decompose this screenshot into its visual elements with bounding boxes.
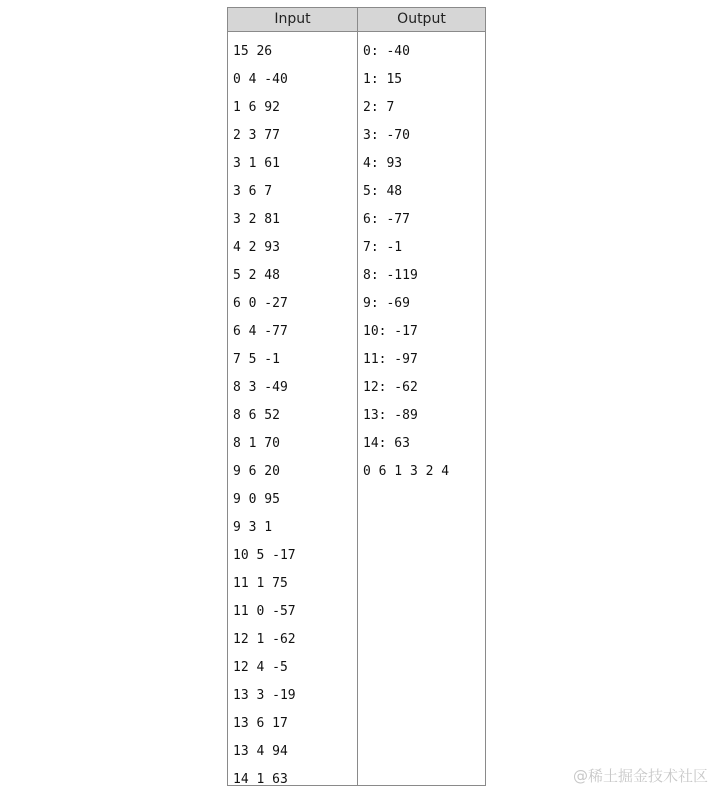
output-line: 4: 93 (363, 156, 403, 171)
input-line: 0 4 -40 (233, 72, 288, 87)
input-lines (228, 32, 357, 794)
output-line: 2: 7 (363, 100, 395, 115)
output-header: Output (358, 8, 485, 32)
output-line: 5: 48 (363, 184, 403, 199)
output-line: 11: -97 (363, 352, 418, 367)
input-line: 15 26 (233, 44, 273, 59)
input-line: 8 3 -49 (233, 380, 288, 395)
input-line: 3 2 81 (233, 212, 280, 227)
output-column (358, 8, 485, 785)
input-line: 13 4 94 (233, 744, 288, 759)
input-header: Input (228, 8, 357, 32)
input-line: 5 2 48 (233, 268, 280, 283)
input-line: 13 6 17 (233, 716, 288, 731)
input-line: 13 3 -19 (233, 688, 296, 703)
input-line: 3 6 7 (233, 184, 273, 199)
output-line: 0: -40 (363, 44, 410, 59)
output-line: 14: 63 (363, 436, 410, 451)
output-line: 8: -119 (363, 268, 418, 283)
output-lines (358, 32, 485, 486)
input-line: 12 4 -5 (233, 660, 288, 675)
input-line: 7 5 -1 (233, 352, 280, 367)
output-line: 0 6 1 3 2 4 (363, 464, 450, 479)
input-line: 3 1 61 (233, 156, 280, 171)
output-line: 13: -89 (363, 408, 418, 423)
output-line: 9: -69 (363, 296, 410, 311)
input-line: 10 5 -17 (233, 548, 296, 563)
output-line: 12: -62 (363, 380, 418, 395)
output-line: 6: -77 (363, 212, 410, 227)
input-line: 11 1 75 (233, 576, 288, 591)
input-line: 4 2 93 (233, 240, 280, 255)
input-column (228, 8, 358, 785)
input-line: 2 3 77 (233, 128, 280, 143)
output-line: 1: 15 (363, 72, 403, 87)
output-line: 10: -17 (363, 324, 418, 339)
input-line: 8 1 70 (233, 436, 280, 451)
input-line: 6 0 -27 (233, 296, 288, 311)
input-line: 9 6 20 (233, 464, 280, 479)
input-line: 14 1 63 (233, 772, 288, 787)
input-line: 8 6 52 (233, 408, 280, 423)
input-line: 12 1 -62 (233, 632, 296, 647)
input-line: 6 4 -77 (233, 324, 288, 339)
output-line: 7: -1 (363, 240, 403, 255)
output-line: 3: -70 (363, 128, 410, 143)
input-line: 9 0 95 (233, 492, 280, 507)
input-line: 11 0 -57 (233, 604, 296, 619)
watermark: @稀土掘金技术社区 (573, 767, 709, 785)
io-table (227, 7, 486, 786)
input-line: 1 6 92 (233, 100, 280, 115)
input-line: 9 3 1 (233, 520, 273, 535)
